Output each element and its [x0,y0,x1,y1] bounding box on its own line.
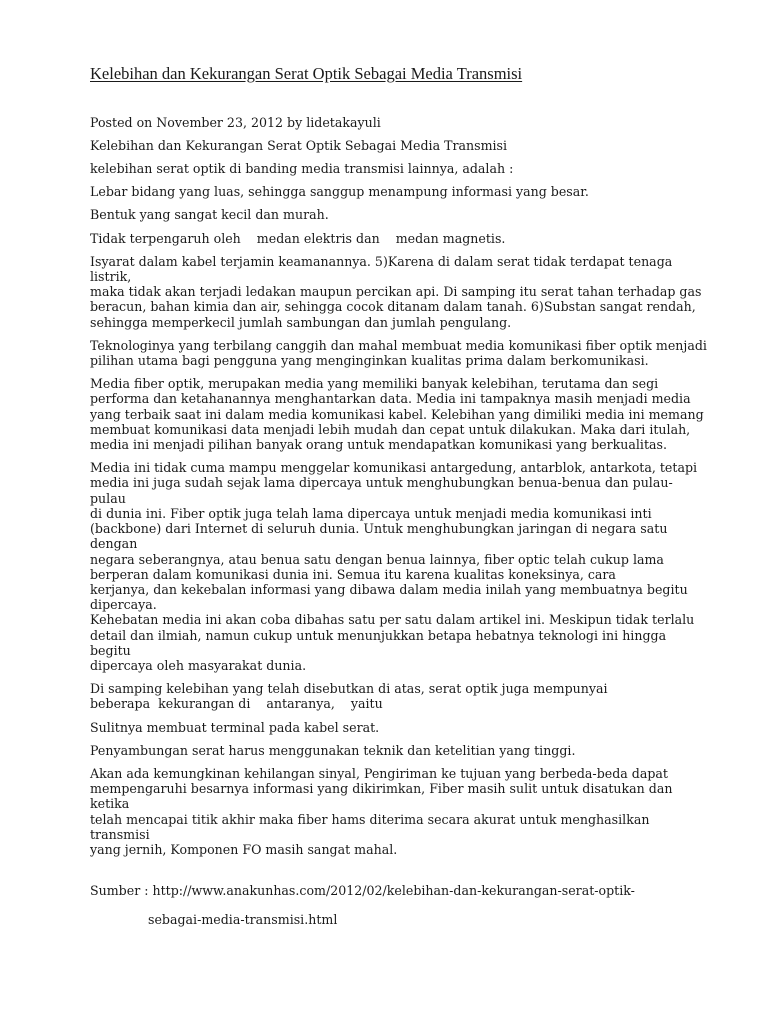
paragraph-disadvantages-intro: Di samping kelebihan yang telah disebutkan di atas, serat optik juga mempunyai beberapa kekurangan di antaranya, yaitu [90,681,608,712]
paragraph: Teknologinya yang terbilang canggih dan mahal membuat media komunikasi fiber optik menjadi pilihan utama bagi pengguna yang menginginkan kualitas prima dalam berkomunikasi. [90,337,707,369]
paragraph-intro: kelebihan serat optik di banding media transmisi lainnya, adalah : [90,161,514,177]
paragraph-subtitle: Kelebihan dan Kekurangan Serat Optik Sebagai Media Transmisi [90,137,508,153]
post-meta: Posted on November 23, 2012 by lidetakayuli [90,114,381,130]
source-citation: Sumber : http://www.anakunhas.com/2012/02/kelebihan-dan-kekurangan-serat-optik- [90,883,635,899]
disadvantage-item: Akan ada kemungkinan kehilangan sinyal, Pengiriman ke tujuan yang berbeda-beda dapat mempengaruhi besarnya informasi yang dikirimkan, Fiber masih sulit untuk disatukan dan ketika telah mencapai titik akhir maka fiber hams diterima secara akurat untuk menghasilkan transmisi yang jernih, Komponen FO masih sangat mahal. [90,765,673,857]
paragraph: Media ini tidak cuma mampu menggelar komunikasi antargedung, antarblok, antarkota, tetapi media ini juga sudah sejak lama dipercaya untuk menghubungkan benua-benua dan pulau-pulau di dunia ini. Fiber optik juga telah lama dipercaya untuk menjadi media komunikasi inti (backbone) dari Internet di seluruh dunia. Untuk menghubungkan jaringan di negara satu dengan negara seberangnya, atau benua satu dengan benua lainnya, fiber optic telah cukup lama berperan dalam komunikasi dunia ini. Semua itu karena kualitas koneksinya, cara kerjanya, dan kekebalan informasi yang dibawa dalam media inilah yang membuatnya begitu dipercaya. [90,460,698,613]
document-body [90,115,708,928]
advantage-item: Tidak terpengaruh oleh medan elektris dan medan magnetis. [90,230,506,246]
advantage-item: Lebar bidang yang luas, sehingga sanggup menampung informasi yang besar. [90,184,589,200]
paragraph: Isyarat dalam kabel terjamin keamanannya. 5)Karena di dalam serat tidak terdapat tenaga listrik, maka tidak akan terjadi ledakan maupun percikan api. Di samping itu serat tahan terhadap gas beracun, bahan kimia dan air, sehingga cocok ditanam dalam tanah. 6)Substan sangat rendah, sehingga memperkecil jumlah sambungan dan jumlah pengulang. [90,253,702,330]
disadvantage-item: Sulitnya membuat terminal pada kabel serat. [90,719,380,735]
disadvantage-item: Penyambungan serat harus menggunakan teknik dan ketelitian yang tinggi. [90,742,576,758]
document-title: Kelebihan dan Kekurangan Serat Optik Sebagai Media Transmisi [90,64,523,83]
advantage-item: Bentuk yang sangat kecil dan murah. [90,207,329,223]
paragraph: Kehebatan media ini akan coba dibahas satu per satu dalam artikel ini. Meskipun tidak terlalu detail dan ilmiah, namun cukup untuk menunjukkan betapa hebatnya teknologi ini hingga begitu dipercaya oleh masyarakat dunia. [90,612,695,673]
source-citation-continued: sebagai-media-transmisi.html [148,912,338,928]
paragraph: Media fiber optik, merupakan media yang memiliki banyak kelebihan, terutama dan segi performa dan ketahanannya menghantarkan data. Media ini tampaknya masih menjadi media yang terbaik saat ini dalam media komunikasi kabel. Kelebihan yang dimiliki media ini memang membuat komunikasi data menjadi lebih mudah dan cepat untuk dilakukan. Maka dari itulah, media ini menjadi pilihan banyak orang untuk mendapatkan komunikasi yang berkualitas. [90,376,704,453]
